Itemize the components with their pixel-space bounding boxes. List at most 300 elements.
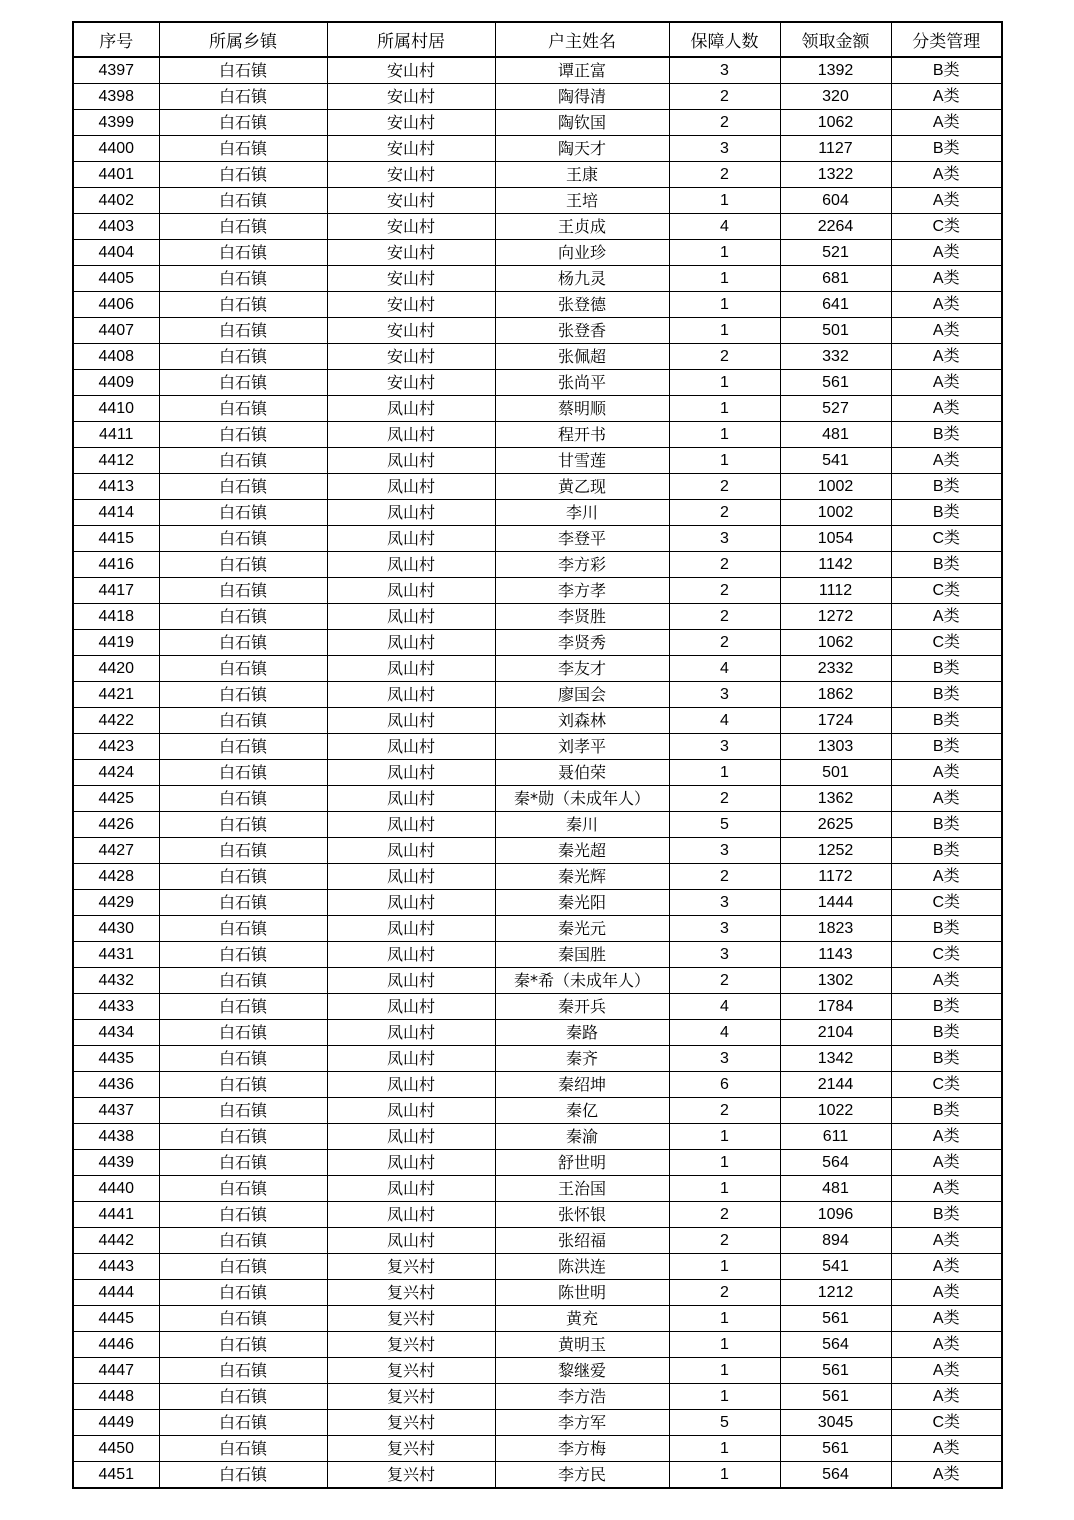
household-head-cell: 李方浩 bbox=[495, 1384, 669, 1410]
category-cell: A类 bbox=[891, 786, 1002, 812]
amount-cell: 564 bbox=[780, 1462, 891, 1489]
table-row bbox=[73, 57, 1002, 84]
covered-persons-cell: 1 bbox=[669, 1254, 780, 1280]
village-cell: 复兴村 bbox=[327, 1332, 495, 1358]
table-row bbox=[73, 1046, 1002, 1072]
table-row bbox=[73, 500, 1002, 526]
amount-cell: 1302 bbox=[780, 968, 891, 994]
village-cell: 复兴村 bbox=[327, 1254, 495, 1280]
covered-persons-cell: 2 bbox=[669, 474, 780, 500]
covered-persons-cell: 2 bbox=[669, 344, 780, 370]
serial-number-cell: 4450 bbox=[73, 1436, 159, 1462]
serial-number-cell: 4432 bbox=[73, 968, 159, 994]
covered-persons-cell: 2 bbox=[669, 786, 780, 812]
household-head-cell: 甘雪莲 bbox=[495, 448, 669, 474]
village-cell: 凤山村 bbox=[327, 422, 495, 448]
household-head-cell: 李登平 bbox=[495, 526, 669, 552]
township-cell: 白石镇 bbox=[159, 1280, 327, 1306]
table-row bbox=[73, 838, 1002, 864]
table-row bbox=[73, 318, 1002, 344]
serial-number-cell: 4446 bbox=[73, 1332, 159, 1358]
township-cell: 白石镇 bbox=[159, 500, 327, 526]
household-head-cell: 陈洪连 bbox=[495, 1254, 669, 1280]
village-cell: 凤山村 bbox=[327, 760, 495, 786]
serial-number-cell: 4410 bbox=[73, 396, 159, 422]
amount-cell: 564 bbox=[780, 1332, 891, 1358]
serial-number-cell: 4433 bbox=[73, 994, 159, 1020]
table-row bbox=[73, 110, 1002, 136]
township-cell: 白石镇 bbox=[159, 526, 327, 552]
category-cell: C类 bbox=[891, 214, 1002, 240]
household-head-cell: 张绍福 bbox=[495, 1228, 669, 1254]
amount-cell: 332 bbox=[780, 344, 891, 370]
township-cell: 白石镇 bbox=[159, 656, 327, 682]
amount-cell: 561 bbox=[780, 1358, 891, 1384]
village-cell: 凤山村 bbox=[327, 1020, 495, 1046]
table-row bbox=[73, 1202, 1002, 1228]
serial-number-cell: 4407 bbox=[73, 318, 159, 344]
serial-number-cell: 4443 bbox=[73, 1254, 159, 1280]
township-cell: 白石镇 bbox=[159, 1462, 327, 1489]
covered-persons-cell: 2 bbox=[669, 968, 780, 994]
serial-number-cell: 4398 bbox=[73, 84, 159, 110]
household-head-cell: 王康 bbox=[495, 162, 669, 188]
category-cell: A类 bbox=[891, 1384, 1002, 1410]
serial-number-cell: 4402 bbox=[73, 188, 159, 214]
village-cell: 凤山村 bbox=[327, 916, 495, 942]
amount-cell: 501 bbox=[780, 318, 891, 344]
village-cell: 复兴村 bbox=[327, 1280, 495, 1306]
village-cell: 凤山村 bbox=[327, 942, 495, 968]
village-cell: 安山村 bbox=[327, 240, 495, 266]
amount-cell: 527 bbox=[780, 396, 891, 422]
township-cell: 白石镇 bbox=[159, 578, 327, 604]
household-head-cell: 李方彩 bbox=[495, 552, 669, 578]
village-cell: 复兴村 bbox=[327, 1410, 495, 1436]
category-cell: A类 bbox=[891, 188, 1002, 214]
serial-number-cell: 4434 bbox=[73, 1020, 159, 1046]
household-head-cell: 黄乙现 bbox=[495, 474, 669, 500]
category-cell: C类 bbox=[891, 1072, 1002, 1098]
township-cell: 白石镇 bbox=[159, 786, 327, 812]
covered-persons-cell: 5 bbox=[669, 812, 780, 838]
table-row bbox=[73, 656, 1002, 682]
covered-persons-cell: 6 bbox=[669, 1072, 780, 1098]
township-cell: 白石镇 bbox=[159, 942, 327, 968]
covered-persons-cell: 3 bbox=[669, 890, 780, 916]
table-row bbox=[73, 1410, 1002, 1436]
serial-number-cell: 4405 bbox=[73, 266, 159, 292]
township-cell: 白石镇 bbox=[159, 422, 327, 448]
amount-cell: 641 bbox=[780, 292, 891, 318]
household-head-cell: 陈世明 bbox=[495, 1280, 669, 1306]
category-cell: C类 bbox=[891, 1410, 1002, 1436]
table-row bbox=[73, 1176, 1002, 1202]
amount-cell: 1054 bbox=[780, 526, 891, 552]
serial-number-cell: 4441 bbox=[73, 1202, 159, 1228]
table-row bbox=[73, 396, 1002, 422]
village-cell: 凤山村 bbox=[327, 1150, 495, 1176]
amount-cell: 1142 bbox=[780, 552, 891, 578]
amount-cell: 1444 bbox=[780, 890, 891, 916]
amount-cell: 1862 bbox=[780, 682, 891, 708]
township-cell: 白石镇 bbox=[159, 682, 327, 708]
category-cell: B类 bbox=[891, 422, 1002, 448]
household-head-cell: 秦光元 bbox=[495, 916, 669, 942]
category-cell: A类 bbox=[891, 1124, 1002, 1150]
category-cell: A类 bbox=[891, 162, 1002, 188]
amount-cell: 501 bbox=[780, 760, 891, 786]
table-row bbox=[73, 968, 1002, 994]
village-cell: 安山村 bbox=[327, 318, 495, 344]
covered-persons-cell: 3 bbox=[669, 682, 780, 708]
amount-cell: 541 bbox=[780, 448, 891, 474]
covered-persons-cell: 1 bbox=[669, 422, 780, 448]
category-cell: A类 bbox=[891, 448, 1002, 474]
table-row bbox=[73, 1098, 1002, 1124]
category-cell: B类 bbox=[891, 734, 1002, 760]
household-head-cell: 张登香 bbox=[495, 318, 669, 344]
village-cell: 安山村 bbox=[327, 292, 495, 318]
household-head-cell: 杨九灵 bbox=[495, 266, 669, 292]
village-cell: 凤山村 bbox=[327, 1072, 495, 1098]
table-row bbox=[73, 1436, 1002, 1462]
village-cell: 凤山村 bbox=[327, 1046, 495, 1072]
village-cell: 复兴村 bbox=[327, 1462, 495, 1489]
household-head-cell: 陶得清 bbox=[495, 84, 669, 110]
village-cell: 凤山村 bbox=[327, 630, 495, 656]
township-cell: 白石镇 bbox=[159, 604, 327, 630]
amount-cell: 2144 bbox=[780, 1072, 891, 1098]
category-cell: A类 bbox=[891, 240, 1002, 266]
amount-cell: 1252 bbox=[780, 838, 891, 864]
covered-persons-cell: 2 bbox=[669, 162, 780, 188]
household-head-cell: 黄明玉 bbox=[495, 1332, 669, 1358]
amount-cell: 1272 bbox=[780, 604, 891, 630]
township-cell: 白石镇 bbox=[159, 1228, 327, 1254]
category-cell: A类 bbox=[891, 1176, 1002, 1202]
household-head-cell: 秦*希（未成年人） bbox=[495, 968, 669, 994]
village-cell: 复兴村 bbox=[327, 1436, 495, 1462]
village-cell: 凤山村 bbox=[327, 968, 495, 994]
category-cell: C类 bbox=[891, 526, 1002, 552]
household-head-cell: 陶天才 bbox=[495, 136, 669, 162]
covered-persons-cell: 3 bbox=[669, 734, 780, 760]
header-serial-number: 序号 bbox=[73, 22, 159, 57]
header-covered-persons: 保障人数 bbox=[669, 22, 780, 57]
table-row bbox=[73, 890, 1002, 916]
category-cell: B类 bbox=[891, 136, 1002, 162]
covered-persons-cell: 3 bbox=[669, 916, 780, 942]
household-head-cell: 李贤胜 bbox=[495, 604, 669, 630]
category-cell: B类 bbox=[891, 916, 1002, 942]
covered-persons-cell: 2 bbox=[669, 110, 780, 136]
household-head-cell: 李方军 bbox=[495, 1410, 669, 1436]
amount-cell: 561 bbox=[780, 1306, 891, 1332]
serial-number-cell: 4430 bbox=[73, 916, 159, 942]
amount-cell: 2264 bbox=[780, 214, 891, 240]
category-cell: A类 bbox=[891, 110, 1002, 136]
village-cell: 凤山村 bbox=[327, 734, 495, 760]
serial-number-cell: 4429 bbox=[73, 890, 159, 916]
household-head-cell: 李方孝 bbox=[495, 578, 669, 604]
amount-cell: 1303 bbox=[780, 734, 891, 760]
category-cell: B类 bbox=[891, 500, 1002, 526]
township-cell: 白石镇 bbox=[159, 1332, 327, 1358]
village-cell: 复兴村 bbox=[327, 1306, 495, 1332]
category-cell: A类 bbox=[891, 968, 1002, 994]
township-cell: 白石镇 bbox=[159, 994, 327, 1020]
covered-persons-cell: 1 bbox=[669, 1176, 780, 1202]
table-row bbox=[73, 1072, 1002, 1098]
village-cell: 凤山村 bbox=[327, 708, 495, 734]
covered-persons-cell: 4 bbox=[669, 994, 780, 1020]
table-row bbox=[73, 708, 1002, 734]
covered-persons-cell: 3 bbox=[669, 57, 780, 84]
serial-number-cell: 4400 bbox=[73, 136, 159, 162]
table-row bbox=[73, 1332, 1002, 1358]
serial-number-cell: 4406 bbox=[73, 292, 159, 318]
amount-cell: 1062 bbox=[780, 630, 891, 656]
table-row bbox=[73, 1228, 1002, 1254]
covered-persons-cell: 1 bbox=[669, 1384, 780, 1410]
township-cell: 白石镇 bbox=[159, 266, 327, 292]
household-head-cell: 黎继爱 bbox=[495, 1358, 669, 1384]
household-head-cell: 秦亿 bbox=[495, 1098, 669, 1124]
table-row bbox=[73, 370, 1002, 396]
township-cell: 白石镇 bbox=[159, 1202, 327, 1228]
covered-persons-cell: 2 bbox=[669, 84, 780, 110]
township-cell: 白石镇 bbox=[159, 864, 327, 890]
covered-persons-cell: 1 bbox=[669, 1436, 780, 1462]
serial-number-cell: 4435 bbox=[73, 1046, 159, 1072]
amount-cell: 561 bbox=[780, 370, 891, 396]
category-cell: B类 bbox=[891, 474, 1002, 500]
covered-persons-cell: 5 bbox=[669, 1410, 780, 1436]
serial-number-cell: 4417 bbox=[73, 578, 159, 604]
village-cell: 安山村 bbox=[327, 84, 495, 110]
serial-number-cell: 4445 bbox=[73, 1306, 159, 1332]
household-head-cell: 李方梅 bbox=[495, 1436, 669, 1462]
township-cell: 白石镇 bbox=[159, 1020, 327, 1046]
category-cell: A类 bbox=[891, 864, 1002, 890]
table-row bbox=[73, 578, 1002, 604]
category-cell: B类 bbox=[891, 552, 1002, 578]
village-cell: 安山村 bbox=[327, 370, 495, 396]
serial-number-cell: 4408 bbox=[73, 344, 159, 370]
household-head-cell: 廖国会 bbox=[495, 682, 669, 708]
serial-number-cell: 4403 bbox=[73, 214, 159, 240]
category-cell: B类 bbox=[891, 994, 1002, 1020]
household-head-cell: 王培 bbox=[495, 188, 669, 214]
village-cell: 凤山村 bbox=[327, 890, 495, 916]
township-cell: 白石镇 bbox=[159, 838, 327, 864]
township-cell: 白石镇 bbox=[159, 136, 327, 162]
amount-cell: 564 bbox=[780, 1150, 891, 1176]
covered-persons-cell: 1 bbox=[669, 1332, 780, 1358]
category-cell: C类 bbox=[891, 942, 1002, 968]
amount-cell: 561 bbox=[780, 1384, 891, 1410]
village-cell: 复兴村 bbox=[327, 1358, 495, 1384]
category-cell: A类 bbox=[891, 1150, 1002, 1176]
table-row bbox=[73, 864, 1002, 890]
township-cell: 白石镇 bbox=[159, 1254, 327, 1280]
amount-cell: 1724 bbox=[780, 708, 891, 734]
covered-persons-cell: 1 bbox=[669, 760, 780, 786]
serial-number-cell: 4440 bbox=[73, 1176, 159, 1202]
amount-cell: 1392 bbox=[780, 57, 891, 84]
household-head-cell: 李友才 bbox=[495, 656, 669, 682]
covered-persons-cell: 2 bbox=[669, 1202, 780, 1228]
township-cell: 白石镇 bbox=[159, 1436, 327, 1462]
household-head-cell: 张登德 bbox=[495, 292, 669, 318]
serial-number-cell: 4423 bbox=[73, 734, 159, 760]
township-cell: 白石镇 bbox=[159, 240, 327, 266]
amount-cell: 2625 bbox=[780, 812, 891, 838]
household-head-cell: 程开书 bbox=[495, 422, 669, 448]
covered-persons-cell: 2 bbox=[669, 578, 780, 604]
household-head-cell: 蔡明顺 bbox=[495, 396, 669, 422]
serial-number-cell: 4404 bbox=[73, 240, 159, 266]
table-row bbox=[73, 552, 1002, 578]
amount-cell: 1002 bbox=[780, 474, 891, 500]
covered-persons-cell: 1 bbox=[669, 292, 780, 318]
serial-number-cell: 4419 bbox=[73, 630, 159, 656]
header-village: 所属村居 bbox=[327, 22, 495, 57]
household-head-cell: 李川 bbox=[495, 500, 669, 526]
covered-persons-cell: 1 bbox=[669, 448, 780, 474]
township-cell: 白石镇 bbox=[159, 318, 327, 344]
village-cell: 凤山村 bbox=[327, 1098, 495, 1124]
category-cell: B类 bbox=[891, 57, 1002, 84]
table-row bbox=[73, 188, 1002, 214]
serial-number-cell: 4425 bbox=[73, 786, 159, 812]
covered-persons-cell: 1 bbox=[669, 188, 780, 214]
header-row bbox=[73, 22, 1002, 57]
category-cell: C类 bbox=[891, 890, 1002, 916]
township-cell: 白石镇 bbox=[159, 968, 327, 994]
serial-number-cell: 4426 bbox=[73, 812, 159, 838]
table-row bbox=[73, 760, 1002, 786]
household-head-cell: 李贤秀 bbox=[495, 630, 669, 656]
category-cell: A类 bbox=[891, 1306, 1002, 1332]
serial-number-cell: 4420 bbox=[73, 656, 159, 682]
village-cell: 安山村 bbox=[327, 188, 495, 214]
village-cell: 凤山村 bbox=[327, 448, 495, 474]
household-head-cell: 张佩超 bbox=[495, 344, 669, 370]
township-cell: 白石镇 bbox=[159, 734, 327, 760]
household-head-cell: 王贞成 bbox=[495, 214, 669, 240]
amount-cell: 541 bbox=[780, 1254, 891, 1280]
serial-number-cell: 4427 bbox=[73, 838, 159, 864]
category-cell: A类 bbox=[891, 760, 1002, 786]
serial-number-cell: 4409 bbox=[73, 370, 159, 396]
table-row bbox=[73, 266, 1002, 292]
covered-persons-cell: 4 bbox=[669, 214, 780, 240]
household-head-cell: 聂伯荣 bbox=[495, 760, 669, 786]
header-amount: 领取金额 bbox=[780, 22, 891, 57]
covered-persons-cell: 1 bbox=[669, 396, 780, 422]
township-cell: 白石镇 bbox=[159, 916, 327, 942]
household-head-cell: 秦渝 bbox=[495, 1124, 669, 1150]
category-cell: B类 bbox=[891, 838, 1002, 864]
village-cell: 凤山村 bbox=[327, 526, 495, 552]
village-cell: 安山村 bbox=[327, 266, 495, 292]
amount-cell: 481 bbox=[780, 1176, 891, 1202]
household-head-cell: 秦国胜 bbox=[495, 942, 669, 968]
header-township: 所属乡镇 bbox=[159, 22, 327, 57]
header-household-head: 户主姓名 bbox=[495, 22, 669, 57]
amount-cell: 1823 bbox=[780, 916, 891, 942]
table-row bbox=[73, 162, 1002, 188]
township-cell: 白石镇 bbox=[159, 1046, 327, 1072]
township-cell: 白石镇 bbox=[159, 1306, 327, 1332]
township-cell: 白石镇 bbox=[159, 110, 327, 136]
township-cell: 白石镇 bbox=[159, 890, 327, 916]
category-cell: B类 bbox=[891, 656, 1002, 682]
village-cell: 安山村 bbox=[327, 136, 495, 162]
covered-persons-cell: 2 bbox=[669, 604, 780, 630]
category-cell: B类 bbox=[891, 1020, 1002, 1046]
serial-number-cell: 4431 bbox=[73, 942, 159, 968]
township-cell: 白石镇 bbox=[159, 396, 327, 422]
village-cell: 凤山村 bbox=[327, 812, 495, 838]
township-cell: 白石镇 bbox=[159, 1176, 327, 1202]
table-row bbox=[73, 1254, 1002, 1280]
serial-number-cell: 4448 bbox=[73, 1384, 159, 1410]
subsidy-table bbox=[72, 21, 1003, 1489]
covered-persons-cell: 2 bbox=[669, 500, 780, 526]
serial-number-cell: 4444 bbox=[73, 1280, 159, 1306]
covered-persons-cell: 1 bbox=[669, 240, 780, 266]
covered-persons-cell: 2 bbox=[669, 1280, 780, 1306]
serial-number-cell: 4416 bbox=[73, 552, 159, 578]
category-cell: A类 bbox=[891, 266, 1002, 292]
category-cell: B类 bbox=[891, 1098, 1002, 1124]
village-cell: 凤山村 bbox=[327, 1124, 495, 1150]
amount-cell: 1143 bbox=[780, 942, 891, 968]
covered-persons-cell: 1 bbox=[669, 1462, 780, 1489]
township-cell: 白石镇 bbox=[159, 214, 327, 240]
table-row bbox=[73, 526, 1002, 552]
category-cell: A类 bbox=[891, 370, 1002, 396]
covered-persons-cell: 1 bbox=[669, 1150, 780, 1176]
household-head-cell: 谭正富 bbox=[495, 57, 669, 84]
township-cell: 白石镇 bbox=[159, 57, 327, 84]
covered-persons-cell: 1 bbox=[669, 318, 780, 344]
village-cell: 凤山村 bbox=[327, 838, 495, 864]
serial-number-cell: 4451 bbox=[73, 1462, 159, 1489]
household-head-cell: 秦*勋（未成年人） bbox=[495, 786, 669, 812]
category-cell: B类 bbox=[891, 1202, 1002, 1228]
township-cell: 白石镇 bbox=[159, 1072, 327, 1098]
table-row bbox=[73, 1358, 1002, 1384]
table-row bbox=[73, 630, 1002, 656]
township-cell: 白石镇 bbox=[159, 630, 327, 656]
household-head-cell: 黄充 bbox=[495, 1306, 669, 1332]
table-row bbox=[73, 136, 1002, 162]
category-cell: A类 bbox=[891, 604, 1002, 630]
township-cell: 白石镇 bbox=[159, 292, 327, 318]
amount-cell: 604 bbox=[780, 188, 891, 214]
table-row bbox=[73, 734, 1002, 760]
table-row bbox=[73, 214, 1002, 240]
amount-cell: 1096 bbox=[780, 1202, 891, 1228]
household-head-cell: 秦齐 bbox=[495, 1046, 669, 1072]
covered-persons-cell: 1 bbox=[669, 370, 780, 396]
table-row bbox=[73, 240, 1002, 266]
serial-number-cell: 4401 bbox=[73, 162, 159, 188]
